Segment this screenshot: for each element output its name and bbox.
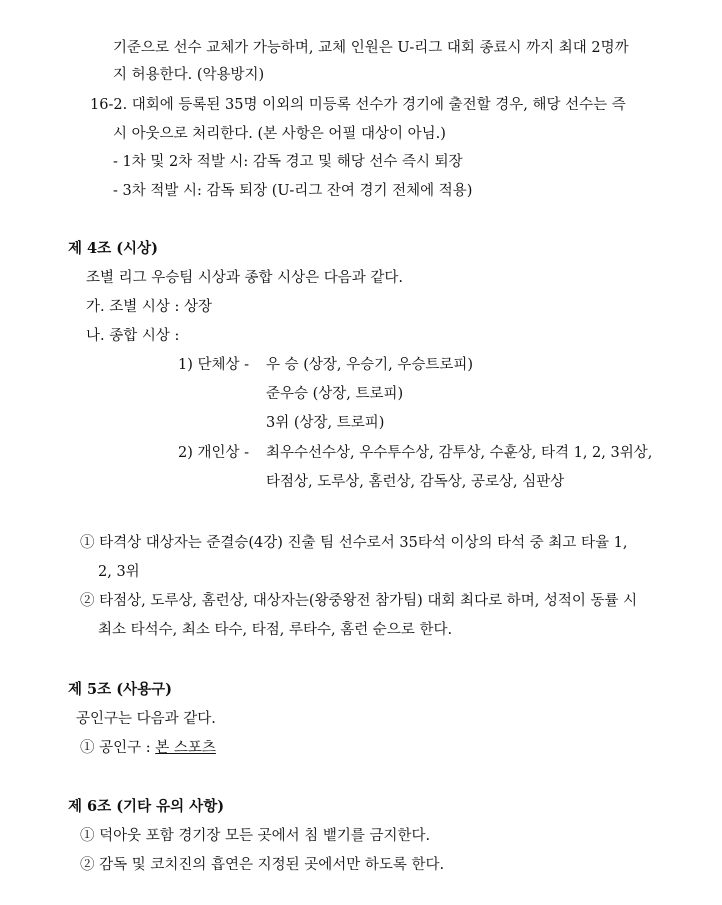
article4-intro: 조별 리그 우승팀 시상과 종합 시상은 다음과 같다. [86, 270, 404, 286]
article5-item1-prefix: ① 공인구 : [80, 740, 156, 756]
individual-award-line1: 최우수선수상, 우수투수상, 감투상, 수훈상, 타격 1, 2, 3위상, [266, 445, 653, 461]
individual-award-line2: 타점상, 도루상, 홈런상, 감독상, 공로상, 심판상 [266, 474, 565, 490]
article4-note1-line2: 2, 3위 [98, 564, 140, 580]
rule16-2-line2: 시 아웃으로 처리한다. (본 사항은 어필 대상이 아님.) [113, 126, 446, 142]
team-award-runner-up: 준우승 (상장, 트로피) [266, 386, 404, 402]
article4-heading: 제 4조 (시상) [68, 240, 158, 257]
rule16-continuation-line1: 기준으로 선수 교체가 가능하며, 교체 인원은 U-리그 대회 종료시 까지 최대 2명까 [113, 40, 629, 56]
team-award-winner: 우 승 (상장, 우승기, 우승트로피) [266, 357, 474, 373]
rule16-2-line3: - 1차 및 2차 적발 시: 감독 경고 및 해당 선수 즉시 퇴장 [113, 154, 463, 170]
article4-note2-line1: ② 타점상, 도루상, 홈런상, 대상자는(왕중왕전 참가팀) 대회 최다로 하며, 성적이 동률 시 [80, 593, 638, 609]
article6-heading: 제 6조 (기타 유의 사항) [68, 798, 225, 815]
team-award-third: 3위 (상장, 트로피) [266, 415, 385, 431]
rule16-continuation-line2: 지 허용한다. (악용방지) [113, 67, 265, 83]
article5-intro: 공인구는 다음과 같다. [76, 711, 216, 727]
article5-item1-value: 본 스포츠 [155, 740, 216, 756]
article6-item1: ① 덕아웃 포함 경기장 모든 곳에서 침 뱉기를 금지한다. [80, 828, 431, 844]
article5-heading: 제 5조 (사용구) [68, 681, 172, 698]
team-award-label: 1) 단체상 - [178, 357, 250, 373]
article4-item-na: 나. 종합 시상 : [86, 328, 180, 344]
rule16-2-line4: - 3차 적발 시: 감독 퇴장 (U-리그 잔여 경기 전체에 적용) [113, 183, 473, 199]
article4-note1-line1: ① 타격상 대상자는 준결승(4강) 진출 팀 선수로서 35타석 이상의 타석 중 최고 타율 1, [80, 535, 628, 551]
article5-item1 [80, 738, 216, 758]
article4-note2-line2: 최소 타석수, 최소 타수, 타점, 루타수, 홈런 순으로 한다. [98, 622, 453, 638]
rule16-2-line1: 16-2. 대회에 등록된 35명 이외의 미등록 선수가 경기에 출전할 경우, 해당 선수는 즉 [90, 97, 626, 113]
individual-award-label: 2) 개인상 - [178, 445, 250, 461]
article4-item-ga: 가. 조별 시상 : 상장 [86, 299, 212, 315]
article6-item2: ② 감독 및 코치진의 흡연은 지정된 곳에서만 하도록 한다. [80, 857, 445, 873]
